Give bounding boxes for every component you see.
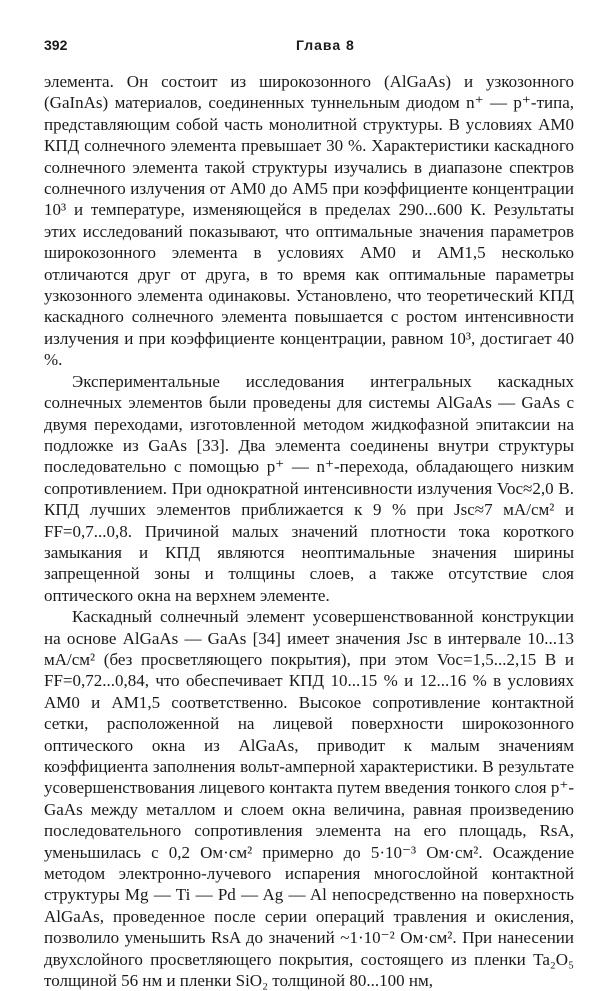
running-head: [44, 37, 574, 57]
paragraph-experimental: Экспериментальные исследования интегральных каскадных солнечных элементов были проведены для системы AlGaAs — GaAs с двумя переходами, изготовленной методом жидкофазной эпитаксии на подложке из GaAs [33]. Два элемента соединены внутри структуры последовательно с помощью p⁺ — n⁺-перехода, обладающего низким сопротивлением. При однократной интенсивности излучения Voc≈2,0 В. КПД лучших элементов приближается к 9 % при Jsc≈7 мА/см² и FF=0,7...0,8. Причиной малых значений плотности тока короткого замыкания и КПД являются неоптимальные значения ширины запрещенной зоны и толщины слоев, а также отсутствие слоя оптического окна на верхнем элементе.: [44, 371, 574, 605]
paragraph-continuation: элемента. Он состоит из широкозонного (AlGaAs) и узкозонного (GaInAs) материалов, соединенных туннельным диодом n⁺ — p⁺-типа, представляющим собой часть монолитной структуры. В условиях AM0 КПД солнечного элемента превышает 30 %. Характеристики каскадного солнечного элемента такой структуры изучались в диапазоне спектров солнечного излучения от AM0 до AM5 при коэффициенте концентрации 10³ и температуре, изменяющейся в пределах 290...600 К. Результаты этих исследований показывают, что оптимальные значения параметров широкозонного элемента в условиях AM0 и AM1,5 несколько отличаются друг от друга, в то время как оптимальные параметры узкозонного элемента одинаковы. Установлено, что теоретический КПД каскадного солнечного элемента повышается с ростом интенсивности излучения и при коэффициенте концентрации, равном 10³, достигает 40 %.: [44, 72, 574, 370]
body-text: [44, 71, 574, 991]
chapter-title: Глава 8: [296, 37, 355, 53]
page-number: 392: [44, 37, 68, 53]
paragraph-improved-design: Каскадный солнечный элемент усовершенствованной конструкции на основе AlGaAs — GaAs [34] имеет значения Jsc в интервале 10...13 мА/см² (без просветляющего покрытия), при этом Voc=1,5...2,15 В и FF=0,72...0,84, что обеспечивает КПД 10...15 % и 12...16 % в условиях AM0 и AM1,5 соответственно. Высокое сопротивление контактной сетки, расположенной на лицевой поверхности широкозонного оптического окна из AlGaAs, приводит к малым значениям коэффициента заполнения вольт-амперной характеристики. В результате усовершенствования лицевого контакта путем введения тонкого слоя p⁺-GaAs между металлом и слоем окна величина, равная произведению последовательного сопротивления элемента на его площадь, RsA, уменьшилась с 0,2 Ом·см² примерно до 5·10⁻³ Ом·см². Осаждение методом электронно-лучевого испарения многослойной контактной структуры Mg — Ti — Pd — Ag — Al непосредственно на поверхность AlGaAs, проведенное после серии операций травления и окисления, позволило уменьшить RsA до значений ~1·10⁻² Ом·см². При нанесении двухслойного просветляющего покрытия, состоящего из пленки Ta₂O₅ толщиной 56 нм и пленки SiO₂ толщиной 80...100 нм,: [44, 607, 574, 991]
